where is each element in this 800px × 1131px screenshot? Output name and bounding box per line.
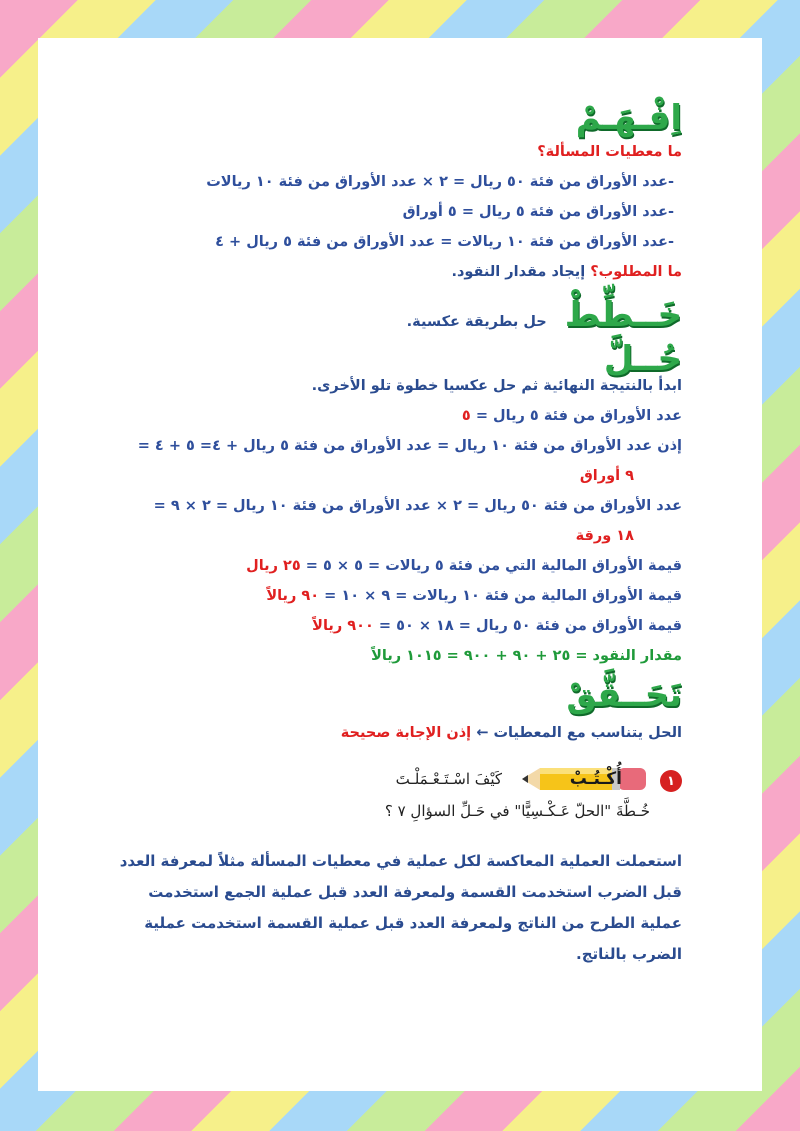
required-text: إيجاد مقدار النقود. [451, 264, 586, 281]
value-result: ٩٠ ريالاً [266, 587, 320, 604]
given-text: عدد الأوراق من فئة ٥٠ ريال = ٢ × عدد الأوراق من فئة ١٠ ريالات [206, 174, 668, 191]
check-text: الحل يتناسب مع المعطيات [493, 725, 682, 742]
given-text: عدد الأوراق من فئة ١٠ ريالات = عدد الأوراق من فئة ٥ ريال + ٤ [215, 234, 668, 251]
value-line-3 [118, 611, 682, 641]
givens-label: ما معطيات المسألة؟ [537, 144, 682, 161]
solution-step-2-value: ٩ أوراق [579, 467, 634, 484]
tahaqqaq-heading [118, 674, 682, 715]
question-block [118, 762, 682, 826]
afham-title: اِفْـهَـمْ [575, 98, 682, 138]
solution-step-3: عدد الأوراق من فئة ٥٠ ريال = ٢ × عدد الأوراق من فئة ١٠ ريال = ٢ × ٩ = [153, 497, 682, 514]
given-item: -عدد الأوراق من فئة ١٠ ريالات = عدد الأوراق من فئة ٥ ريال + ٤ [215, 234, 674, 251]
solution-step-1 [118, 401, 682, 431]
check-result: إذن الإجابة صحيحة [340, 725, 472, 742]
required-label: ما المطلوب؟ [590, 264, 682, 281]
hel-intro: ابدأ بالنتيجة النهائية ثم حل عكسيا خطوة تلو الأخرى. [311, 377, 682, 394]
given-text: عدد الأوراق من فئة ٥ ريال = ٥ أوراق [402, 204, 668, 221]
worksheet-page [38, 38, 762, 1091]
given-item: -عدد الأوراق من فئة ٥٠ ريال = ٢ × عدد الأوراق من فئة ١٠ ريالات [206, 174, 674, 191]
solution-step-2: إذن عدد الأوراق من فئة ١٠ ريال = عدد الأوراق من فئة ٥ ريال + ٤= ٥ + ٤ = [137, 437, 682, 454]
khatet-text: حل بطريقة عكسية. [406, 314, 547, 331]
question-line-2: خُـطَّةَ "الحلّ عَـكْـسِيًّا" في حَـلِّ السؤالِ ٧ ؟ [384, 802, 650, 821]
required-line [118, 257, 682, 287]
step-value: ٥ [461, 407, 471, 424]
question-row [385, 762, 650, 796]
tahaqqaq-title: تَحَــقَّقْ [566, 674, 682, 715]
question-line-1: كَيْفَ اسْـتَـعْـمَلْـتَ [395, 770, 502, 789]
hel-title: حُــلَّ [603, 339, 682, 380]
solution-step-3-value: ١٨ ورقة [575, 527, 634, 544]
pencil-label: أُكْـتُـبْ [569, 769, 622, 790]
pencil-icon [518, 762, 650, 796]
arrow-left-icon: ← [476, 725, 489, 742]
value-result: ٢٥ ريال [246, 557, 301, 574]
value-result: ٩٠٠ ريالاً [312, 617, 374, 634]
question-number-badge: ١ [660, 770, 682, 792]
value-line-1 [118, 551, 682, 581]
answer-paragraph: استعملت العملية المعاكسة لكل عملية في معطيات المسألة مثلاً لمعرفة العدد قبل الضرب استخدمت القسمة ولمعرفة العدد قبل عملية الجمع استخدمت عملية الطرح من الناتج ولمعرفة العدد قبل عملية القسمة استخدمت عملية الضرب بالناتج. [119, 852, 682, 964]
value-text: قيمة الأوراق المالية التي من فئة ٥ ريالات = ٥ × ٥ = [305, 557, 682, 574]
check-line [118, 718, 682, 748]
value-line-2 [118, 581, 682, 611]
step-text: عدد الأوراق من فئة ٥ ريال = [475, 407, 682, 424]
given-item: -عدد الأوراق من فئة ٥ ريال = ٥ أوراق [402, 204, 674, 221]
value-text: قيمة الأوراق المالية من فئة ١٠ ريالات = ٩ × ١٠ = [324, 587, 682, 604]
question-content [385, 762, 650, 826]
total-line: مقدار النقود = ٢٥ + ٩٠ + ٩٠٠ = ١٠١٥ ريالاً [371, 647, 682, 664]
khatet-heading [118, 293, 682, 337]
afham-heading [118, 100, 682, 137]
value-text: قيمة الأوراق من فئة ٥٠ ريال = ١٨ × ٥٠ = [378, 617, 682, 634]
khatet-title: خَــطِّطْ [564, 294, 682, 335]
